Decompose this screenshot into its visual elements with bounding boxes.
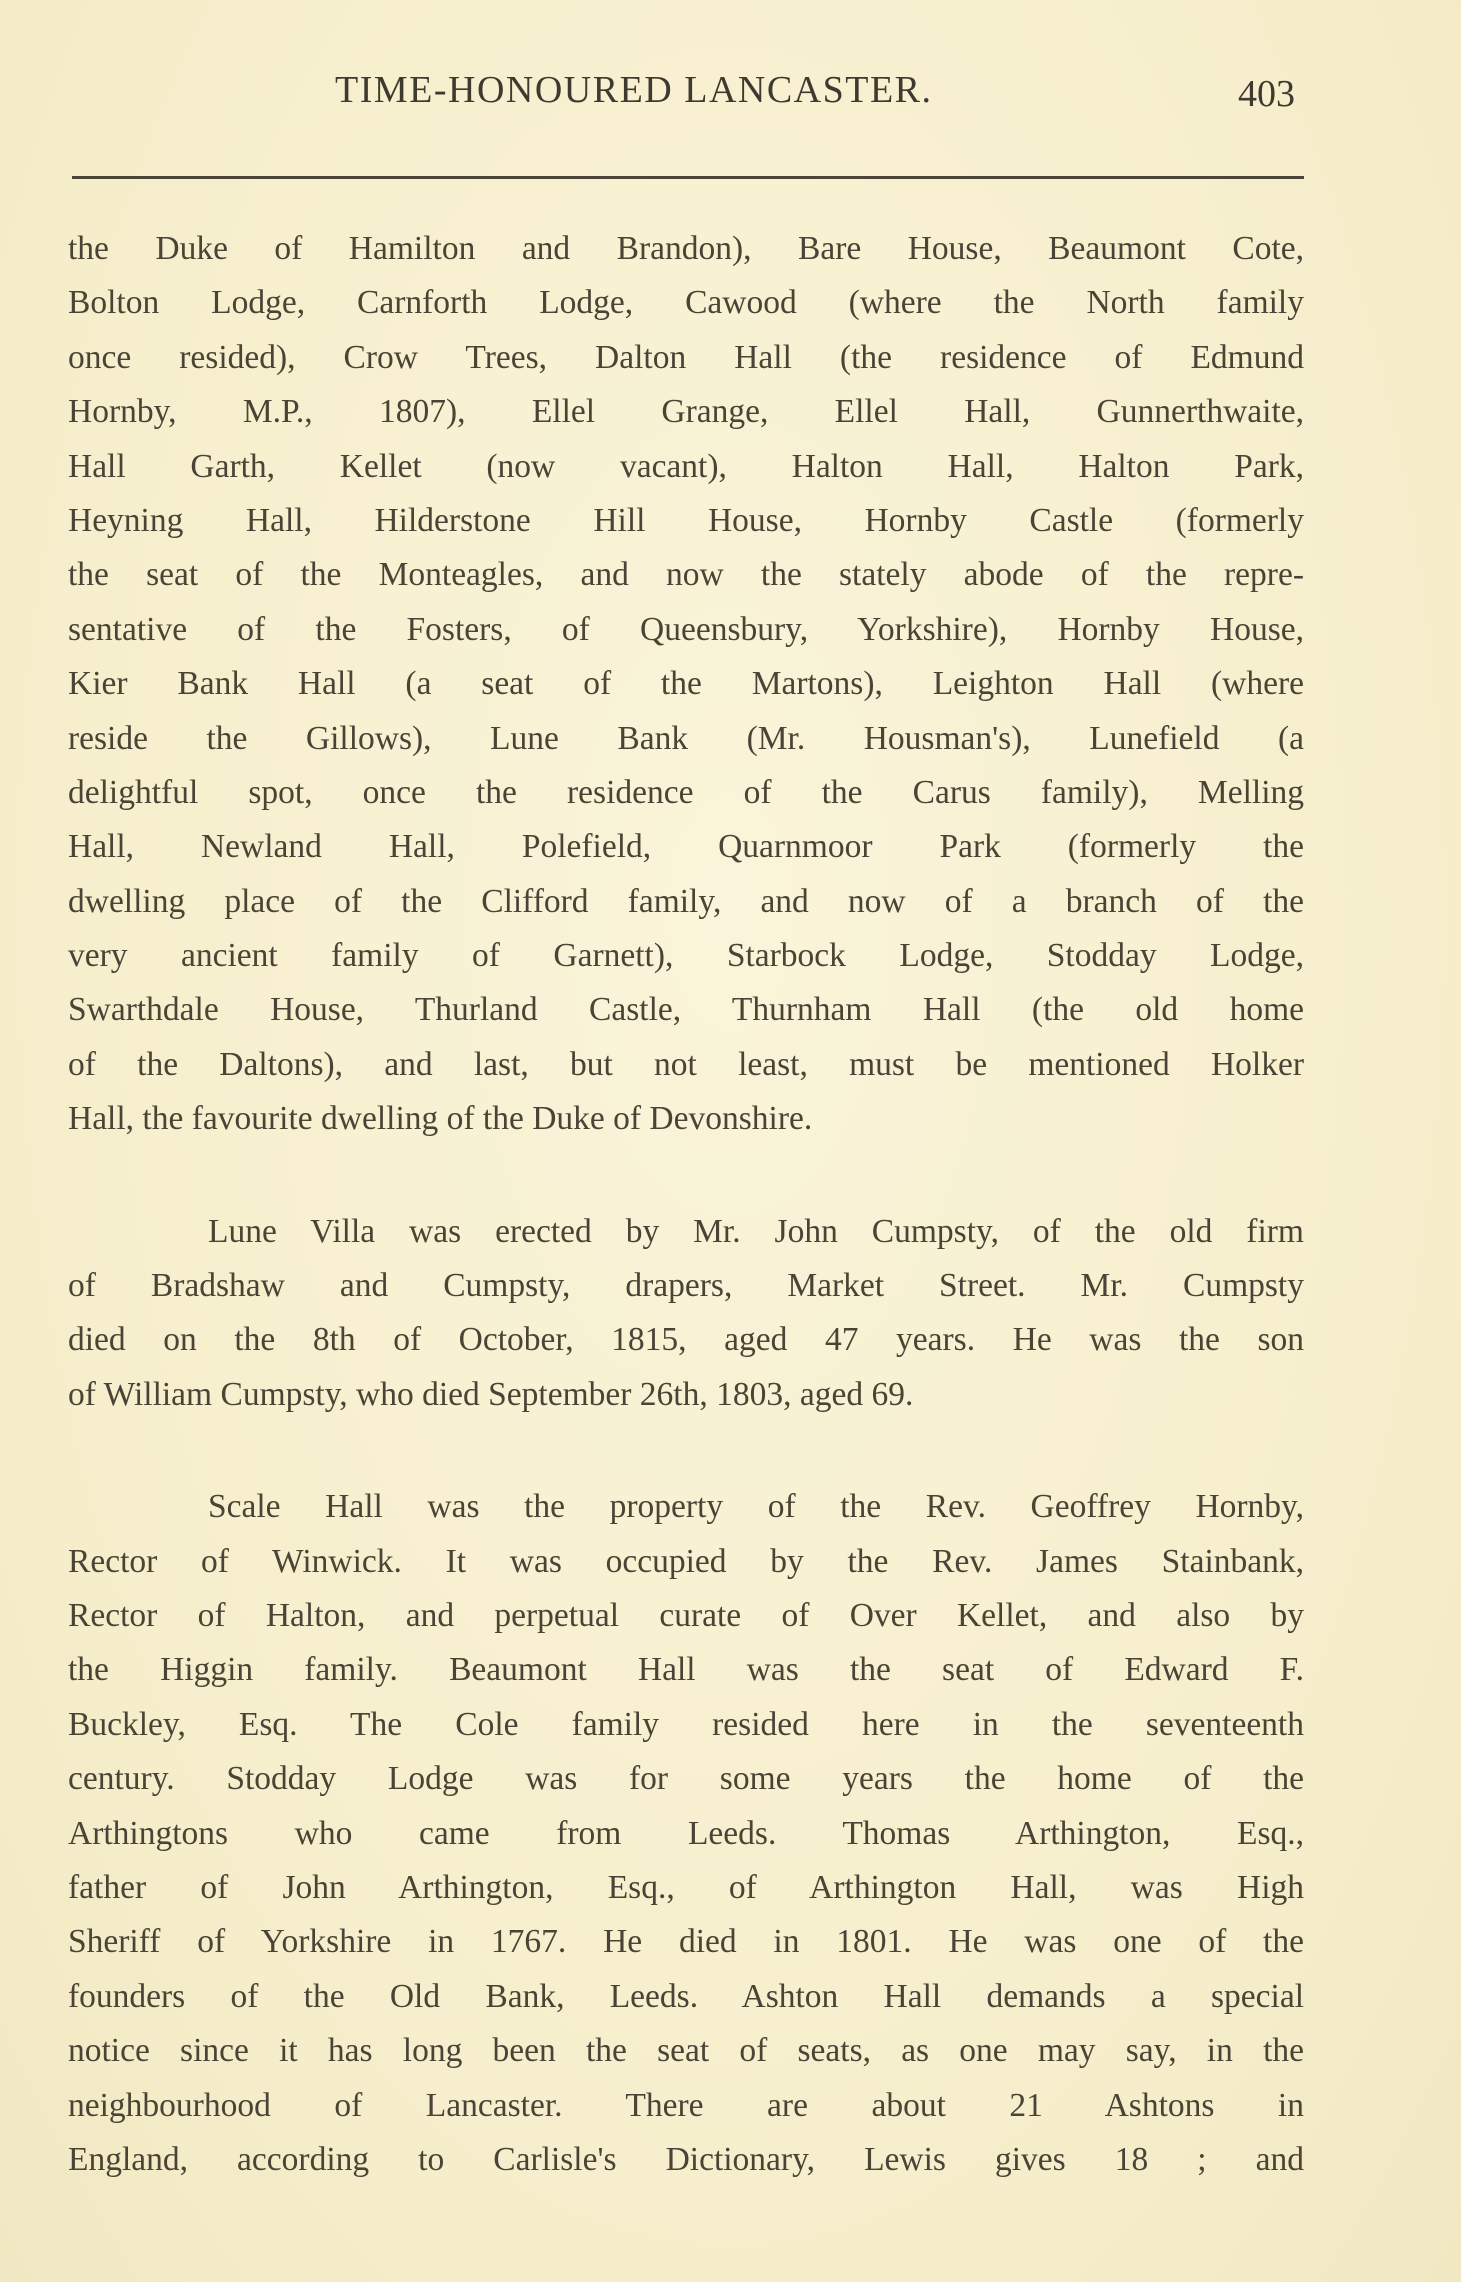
text-line: of the Daltons), and last, but not least, must be mentioned Holker — [68, 1045, 1304, 1083]
text-line: Hall Garth, Kellet (now vacant), Halton Hall, Halton Park, — [68, 447, 1304, 485]
text-line: of Bradshaw and Cumpsty, drapers, Market Street. Mr. Cumpsty — [68, 1267, 1304, 1305]
text-line: father of John Arthington, Esq., of Arthington Hall, was High — [68, 1868, 1304, 1906]
paragraph-gap — [68, 1422, 1304, 1480]
page-number: 403 — [1238, 73, 1295, 115]
text-line: Hall, the favourite dwelling of the Duke of Devonshire. — [68, 1100, 813, 1138]
text-line: of William Cumpsty, who died September 26th, 1803, aged 69. — [68, 1375, 914, 1413]
text-line: Heyning Hall, Hilderstone Hill House, Hornby Castle (formerly — [68, 501, 1304, 539]
header-rule — [72, 176, 1304, 179]
text-line: Hornby, M.P., 1807), Ellel Grange, Ellel Hall, Gunnerthwaite, — [68, 393, 1304, 431]
text-line: Kier Bank Hall (a seat of the Martons), Leighton Hall (where — [68, 665, 1304, 703]
text-line: sentative of the Fosters, of Queensbury, Yorkshire), Hornby House, — [68, 610, 1304, 648]
text-line: died on the 8th of October, 1815, aged 47 years. He was the son — [68, 1321, 1304, 1359]
paragraph-2 — [68, 1205, 1304, 1423]
text-line: delightful spot, once the residence of the Carus family), Melling — [68, 773, 1304, 811]
text-line: Sheriff of Yorkshire in 1767. He died in 1801. He was one of the — [68, 1923, 1304, 1961]
running-head — [0, 68, 1461, 128]
paragraph-3 — [68, 1480, 1304, 2187]
text-line: the Duke of Hamilton and Brandon), Bare House, Beaumont Cote, — [68, 230, 1304, 267]
text-line: Lune Villa was erected by Mr. John Cumpsty, of the old firm — [208, 1212, 1304, 1250]
text-line: the seat of the Monteagles, and now the stately abode of the repre- — [68, 556, 1304, 594]
running-title: TIME-HONOURED LANCASTER. — [335, 69, 933, 111]
text-line: century. Stodday Lodge was for some years the home of the — [68, 1760, 1304, 1798]
text-line: Bolton Lodge, Carnforth Lodge, Cawood (where the North family — [68, 284, 1304, 322]
paragraph-1 — [68, 222, 1304, 1147]
text-line: reside the Gillows), Lune Bank (Mr. Housman's), Lunefield (a — [68, 719, 1304, 757]
paragraph-gap — [68, 1147, 1304, 1205]
text-line: notice since it has long been the seat of seats, as one may say, in the — [68, 2032, 1304, 2070]
text-line: Rector of Halton, and perpetual curate of Over Kellet, and also by — [68, 1596, 1304, 1634]
text-line: very ancient family of Garnett), Starbock Lodge, Stodday Lodge, — [68, 937, 1304, 975]
text-line: once resided), Crow Trees, Dalton Hall (the residence of Edmund — [68, 338, 1304, 376]
text-line: the Higgin family. Beaumont Hall was the seat of Edward F. — [68, 1651, 1304, 1689]
text-line: England, according to Carlisle's Dictionary, Lewis gives 18 ; and — [68, 2140, 1304, 2178]
text-line: Scale Hall was the property of the Rev. Geoffrey Hornby, — [208, 1488, 1304, 1526]
body-text — [68, 222, 1304, 2187]
text-line: Arthingtons who came from Leeds. Thomas Arthington, Esq., — [68, 1814, 1304, 1852]
text-line: Rector of Winwick. It was occupied by the Rev. James Stainbank, — [68, 1542, 1304, 1580]
text-line: Hall, Newland Hall, Polefield, Quarnmoor Park (formerly the — [68, 828, 1304, 866]
text-line: Buckley, Esq. The Cole family resided here in the seventeenth — [68, 1705, 1304, 1743]
text-line: founders of the Old Bank, Leeds. Ashton Hall demands a special — [68, 1977, 1304, 2015]
text-line: neighbourhood of Lancaster. There are about 21 Ashtons in — [68, 2086, 1304, 2124]
text-line: dwelling place of the Clifford family, and now of a branch of the — [68, 882, 1304, 920]
text-line: Swarthdale House, Thurland Castle, Thurnham Hall (the old home — [68, 991, 1304, 1029]
